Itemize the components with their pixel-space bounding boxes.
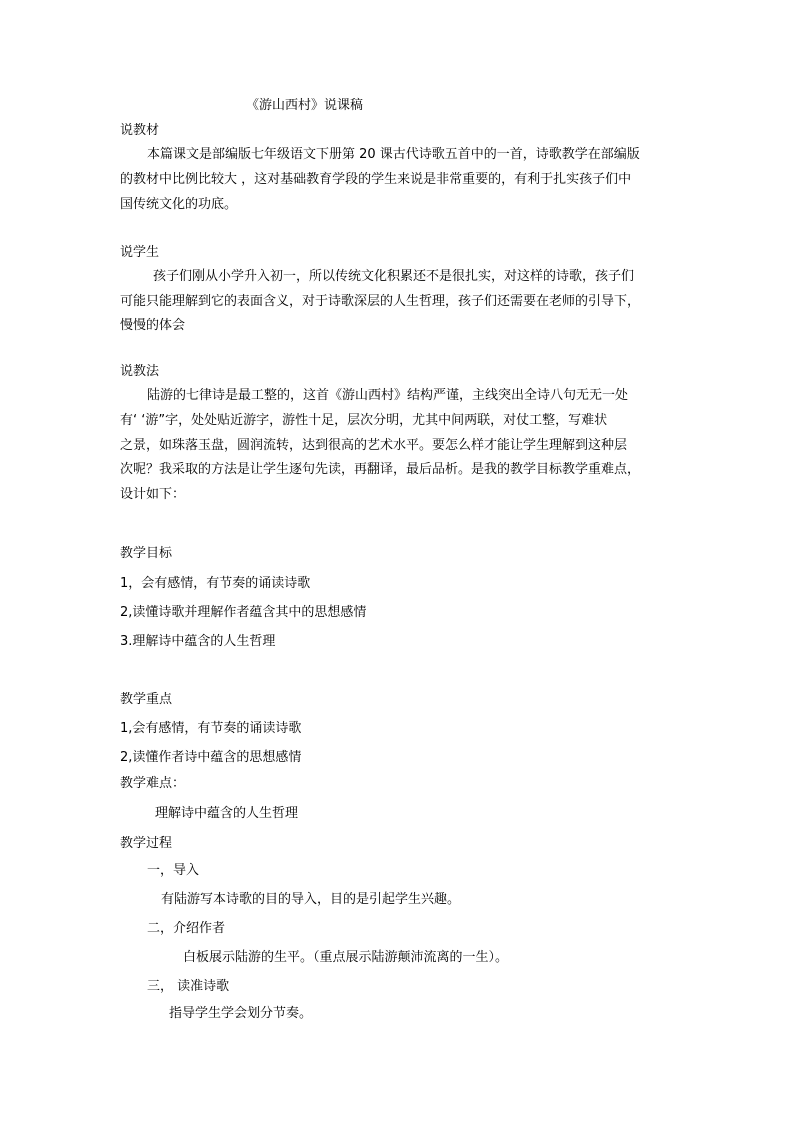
section-heading-process: 教学过程: [120, 836, 173, 851]
paragraph-line: 次呢？我采取的方法是让学生逐句先读，再翻译，最后品析。是我的教学目标教学重难点，: [120, 462, 641, 477]
list-item: 理解诗中蕴含的人生哲理: [155, 806, 299, 821]
section-heading-difficulties: 教学难点：: [120, 776, 186, 791]
list-item: 1，会有感情，有节奏的诵读诗歌: [120, 576, 311, 591]
process-step-title: 三， 读准诗歌: [147, 979, 230, 994]
process-step-title: 一，导入: [147, 863, 200, 878]
paragraph-line: 的教材中比例比较大 ，这对基础教育学段的学生来说是非常重要的，有利于扎实孩子们中: [120, 172, 632, 187]
list-item: 2,读懂作者诗中蕴含的思想感情: [120, 750, 302, 765]
list-item: 1,会有感情，有节奏的诵读诗歌: [120, 721, 302, 736]
paragraph-line: 可能只能理解到它的表面含义，对于诗歌深层的人生哲理，孩子们还需要在老师的引导下，: [120, 294, 641, 309]
section-heading-key-points: 教学重点: [120, 692, 173, 707]
list-item: 2,读懂诗歌并理解作者蕴含其中的思想感情: [120, 605, 367, 620]
section-heading-goals: 教学目标: [120, 546, 173, 561]
paragraph-line: 本篇课文是部编版七年级语文下册第 20 课古代诗歌五首中的一首，诗歌教学在部编版: [147, 147, 640, 162]
process-step-detail: 有陆游写本诗歌的目的导入，目的是引起学生兴趣。: [161, 892, 461, 907]
section-heading-students: 说学生: [120, 245, 160, 260]
paragraph-line: 慢慢的体会: [120, 318, 186, 333]
section-heading-method: 说教法: [120, 364, 160, 379]
paragraph-line: 有‘ ‘游”字，处处贴近游字，游性十足，层次分明，尤其中间两联，对仗工整，写难状: [120, 413, 608, 428]
paragraph-line: 国传统文化的功底。: [120, 197, 238, 212]
process-step-detail: 指导学生学会划分节奏。: [169, 1006, 313, 1021]
paragraph-line: 之景，如珠落玉盘，圆润流转，达到很高的艺术水平。要怎么样才能让学生理解到这种层: [120, 438, 628, 453]
paragraph-line: 孩子们刚从小学升入初一，所以传统文化积累还不是很扎实，对这样的诗歌，孩子们: [153, 269, 635, 284]
process-step-title: 二，介绍作者: [147, 921, 226, 936]
page-title: 《游山西村》说课稿: [246, 98, 364, 113]
paragraph-line: 陆游的七律诗是最工整的，这首《游山西村》结构严谨，主线突出全诗八句无无一处: [147, 388, 629, 403]
process-step-detail: 白板展示陆游的生平。（重点展示陆游颠沛流离的一生）。: [183, 950, 509, 965]
paragraph-line: 设计如下：: [120, 487, 186, 502]
list-item: 3.理解诗中蕴含的人生哲理: [120, 634, 276, 649]
section-heading-textbook: 说教材: [120, 123, 160, 138]
